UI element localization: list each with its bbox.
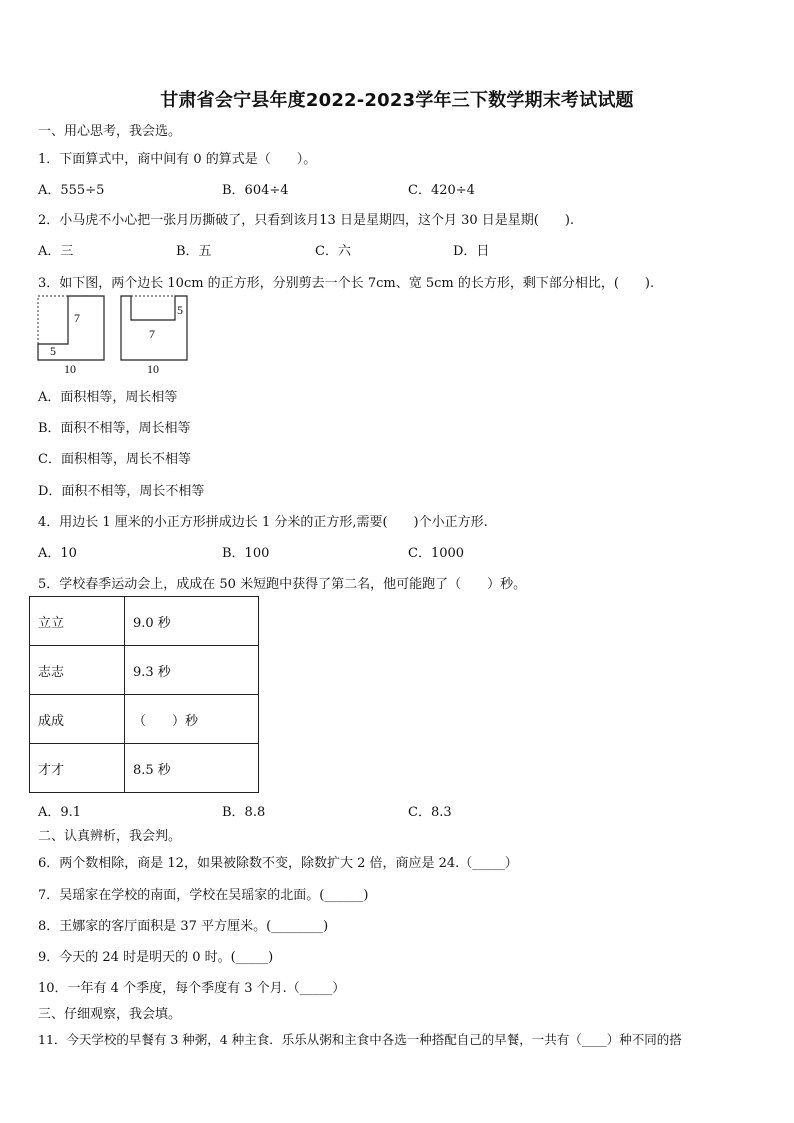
q3-figure-1 <box>36 294 110 380</box>
q5-option-c: C．8.3 <box>408 805 452 820</box>
q2-option-d: D．日 <box>453 244 490 259</box>
q2-option-c: C．六 <box>315 244 351 259</box>
table-cell-time: 8.5 秒 <box>125 744 259 793</box>
q3-figure-2 <box>119 294 193 380</box>
q5-results-table <box>29 596 259 793</box>
question-1: 1．下面算式中，商中间有 0 的算式是（ ）。 <box>38 152 317 167</box>
question-11: 11．今天学校的早餐有 3 种粥，4 种主食．乐乐从粥和主食中各选一种搭配自己的早餐，一共有（____）种不同的搭 <box>38 1032 682 1047</box>
q1-option-c: C．420÷4 <box>408 183 475 198</box>
section-heading-1: 一、用心思考，我会选。 <box>38 124 182 139</box>
q3-option-d: D．面积不相等，周长不相等 <box>38 484 205 499</box>
question-7: 7．吴瑶家在学校的南面，学校在吴瑶家的北面。(______) <box>38 888 369 903</box>
question-10: 10．一年有 4 个季度，每个季度有 3 个月.（_____） <box>38 981 346 996</box>
q3-fig1-bottom-label: 10 <box>64 362 76 376</box>
table-row <box>30 597 259 646</box>
q2-option-b: B．五 <box>176 244 212 259</box>
q1-option-b: B．604÷4 <box>222 183 289 198</box>
q4-option-c: C．1000 <box>408 546 465 561</box>
question-4: 4．用边长 1 厘米的小正方形拼成边长 1 分米的正方形,需要( )个小正方形. <box>38 515 488 530</box>
q4-option-a: A．10 <box>38 546 77 561</box>
q3-option-c: C．面积相等，周长不相等 <box>38 452 191 467</box>
table-cell-time: （ ）秒 <box>125 695 259 744</box>
table-cell-name: 才才 <box>30 744 125 793</box>
table-row <box>30 695 259 744</box>
q3-option-b: B．面积不相等，周长相等 <box>38 421 191 436</box>
table-row <box>30 744 259 793</box>
q3-option-a: A．面积相等，周长相等 <box>38 390 178 405</box>
question-5: 5．学校春季运动会上，成成在 50 米短跑中获得了第二名，他可能跑了（ ）秒。 <box>38 577 527 592</box>
section-heading-3: 三、仔细观察，我会填。 <box>38 1007 182 1022</box>
q3-fig1-side-label: 7 <box>74 311 80 325</box>
question-9: 9．今天的 24 时是明天的 0 时。(_____) <box>38 950 274 965</box>
question-8: 8．王娜家的客厅面积是 37 平方厘米。(________) <box>38 919 329 934</box>
question-2: 2．小马虎不小心把一张月历撕破了，只看到该月13 日是星期四，这个月 30 日是星期( ). <box>38 213 575 228</box>
section-heading-2: 二、认真辨析，我会判。 <box>38 829 182 844</box>
q5-option-a: A．9.1 <box>38 805 82 820</box>
q5-option-b: B．8.8 <box>222 805 266 820</box>
q3-fig2-inner-label: 7 <box>149 327 155 341</box>
table-cell-name: 志志 <box>30 646 125 695</box>
q4-option-b: B．100 <box>222 546 270 561</box>
table-cell-time: 9.3 秒 <box>125 646 259 695</box>
question-3: 3．如下图，两个边长 10cm 的正方形，分别剪去一个长 7cm、宽 5cm 的长方形，剩下部分相比，( ). <box>38 276 655 291</box>
q1-option-a: A．555÷5 <box>38 183 105 198</box>
page-title: 甘肃省会宁县年度2022-2023学年三下数学期末考试试题 <box>160 90 634 111</box>
q2-option-a: A．三 <box>38 244 74 259</box>
q3-fig2-bottom-label: 10 <box>147 362 159 376</box>
question-6: 6．两个数相除，商是 12，如果被除数不变，除数扩大 2 倍，商应是 24.（_____） <box>38 856 518 871</box>
table-cell-name: 成成 <box>30 695 125 744</box>
q3-fig1-inner-label: 5 <box>50 344 56 358</box>
q3-fig2-side-label: 5 <box>177 303 183 317</box>
table-cell-name: 立立 <box>30 597 125 646</box>
table-row <box>30 646 259 695</box>
table-cell-time: 9.0 秒 <box>125 597 259 646</box>
